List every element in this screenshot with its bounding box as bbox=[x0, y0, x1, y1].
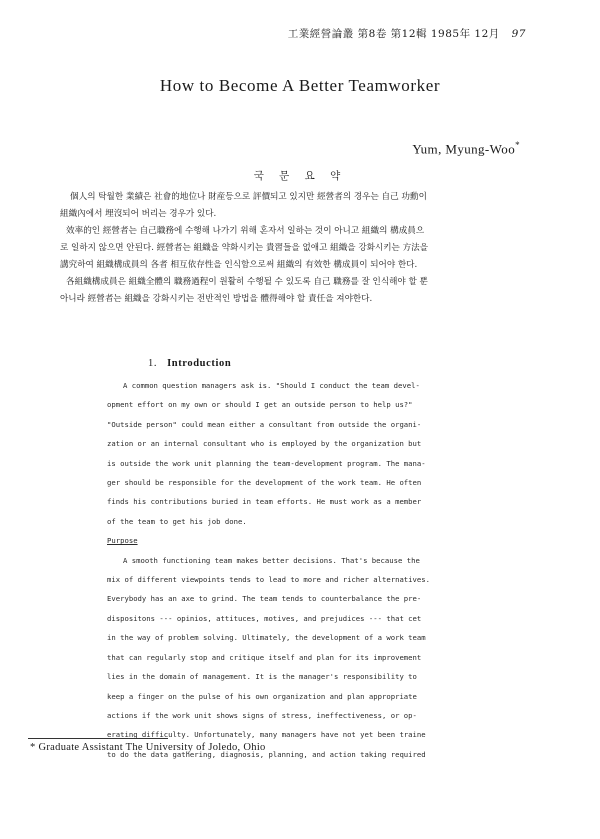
footnote-divider bbox=[28, 738, 168, 739]
body-line: A smooth functioning team makes better decisions. That's because the bbox=[123, 555, 420, 565]
section-title: Introduction bbox=[167, 358, 232, 369]
paper-title: How to Become A Better Teamworker bbox=[159, 76, 441, 95]
body-line: finds his contributions buried in team efforts. He must work as a member bbox=[107, 497, 422, 507]
abstract-paragraph-1 bbox=[60, 189, 532, 223]
abstract-paragraph-3 bbox=[60, 274, 532, 308]
body-text bbox=[107, 376, 447, 764]
body-line: is outside the work unit planning the team-development program. The mana- bbox=[107, 458, 426, 468]
journal-running-header bbox=[288, 26, 526, 41]
body-line: erating difficulty. Unfortunately, many managers have not yet been traine bbox=[107, 730, 426, 740]
abstract-paragraph-2 bbox=[60, 223, 532, 274]
abstract-line: 아니라 經營者는 組織을 강화시키는 전반적인 방법을 體得해야 할 責任을 져야한다. bbox=[60, 294, 373, 304]
body-line: mix of different viewpoints tends to lead to more and richer alternatives. bbox=[107, 575, 431, 585]
body-line: dispositons --- opinios, attituces, motives, and prejudices --- that cet bbox=[107, 613, 422, 623]
page-number: 97 bbox=[511, 28, 526, 40]
author-name: Yum, Myung-Woo bbox=[412, 141, 516, 157]
purpose-subheading: Purpose bbox=[107, 536, 138, 546]
author-footnote-mark: * bbox=[515, 140, 520, 150]
korean-abstract bbox=[60, 189, 532, 308]
body-line: that can regularly stop and critique itself and plan for its improvement bbox=[107, 652, 422, 662]
body-line: "Outside person" could mean either a consultant from outside the organi- bbox=[107, 419, 422, 429]
body-line: zation or an internal consultant who is employed by the organization but bbox=[107, 439, 422, 449]
author-line bbox=[412, 140, 520, 157]
body-line: actions if the work unit shows signs of stress, ineffectiveness, or op- bbox=[107, 710, 417, 720]
body-line: keep a finger on the pulse of his own organization and plan appropriate bbox=[107, 691, 417, 701]
abstract-line: 效率的인 經營者는 自己職務에 수행해 나가기 위해 혼자서 일하는 것이 아니고 組織의 構成員으 bbox=[66, 226, 425, 236]
body-line: of the team to get his job done. bbox=[107, 516, 247, 526]
abstract-line: 個人의 탁월한 業績은 社會的地位나 財産등으로 評價되고 있지만 經營者의 경우는 自己 功勳이 bbox=[70, 192, 427, 202]
journal-issue-info: 工業經營論叢 第8卷 第12輯 1985年 12月 bbox=[287, 28, 500, 40]
footnote-mark: * bbox=[30, 742, 36, 753]
abstract-heading: 국 문 요 약 bbox=[253, 170, 347, 182]
body-line: to do the data gathering, diagnosis, planning, and action taking required bbox=[107, 749, 426, 759]
section-heading bbox=[148, 358, 231, 369]
abstract-line: 講究하여 組織構成員의 各者 相互依存性을 인식함으로써 組織의 有效한 構成員이 되어야 한다. bbox=[60, 260, 418, 270]
body-line: ger should be responsible for the development of the work team. He often bbox=[107, 478, 422, 488]
abstract-line: 各組織構成員은 組織全體의 職務過程이 원활히 수행될 수 있도록 自己 職務를 잘 인식해야 할 뿐 bbox=[66, 277, 428, 287]
body-line: A common question managers ask is. "Should I conduct the team devel- bbox=[123, 381, 420, 390]
body-line: opment effort on my own or should I get an outside person to help us?" bbox=[107, 400, 413, 410]
body-line: in the way of problem solving. Ultimately, the development of a work team bbox=[107, 633, 426, 643]
body-line: Everybody has an axe to grind. The team tends to counterbalance the pre- bbox=[107, 594, 422, 604]
abstract-line: 組織內에서 埋沒되어 버리는 경우가 있다. bbox=[60, 209, 217, 219]
footnote-text: Graduate Assistant The University of Joledo, Ohio bbox=[38, 742, 266, 753]
footnote bbox=[30, 742, 266, 753]
abstract-line: 로 일하지 않으면 안된다. 經營者는 組織을 약화시키는 貴習들을 없애고 組織을 강화시키는 方法을 bbox=[60, 243, 429, 253]
body-line: lies in the domain of management. It is the manager's responsibility to bbox=[107, 672, 417, 682]
section-number: 1. bbox=[148, 358, 158, 369]
